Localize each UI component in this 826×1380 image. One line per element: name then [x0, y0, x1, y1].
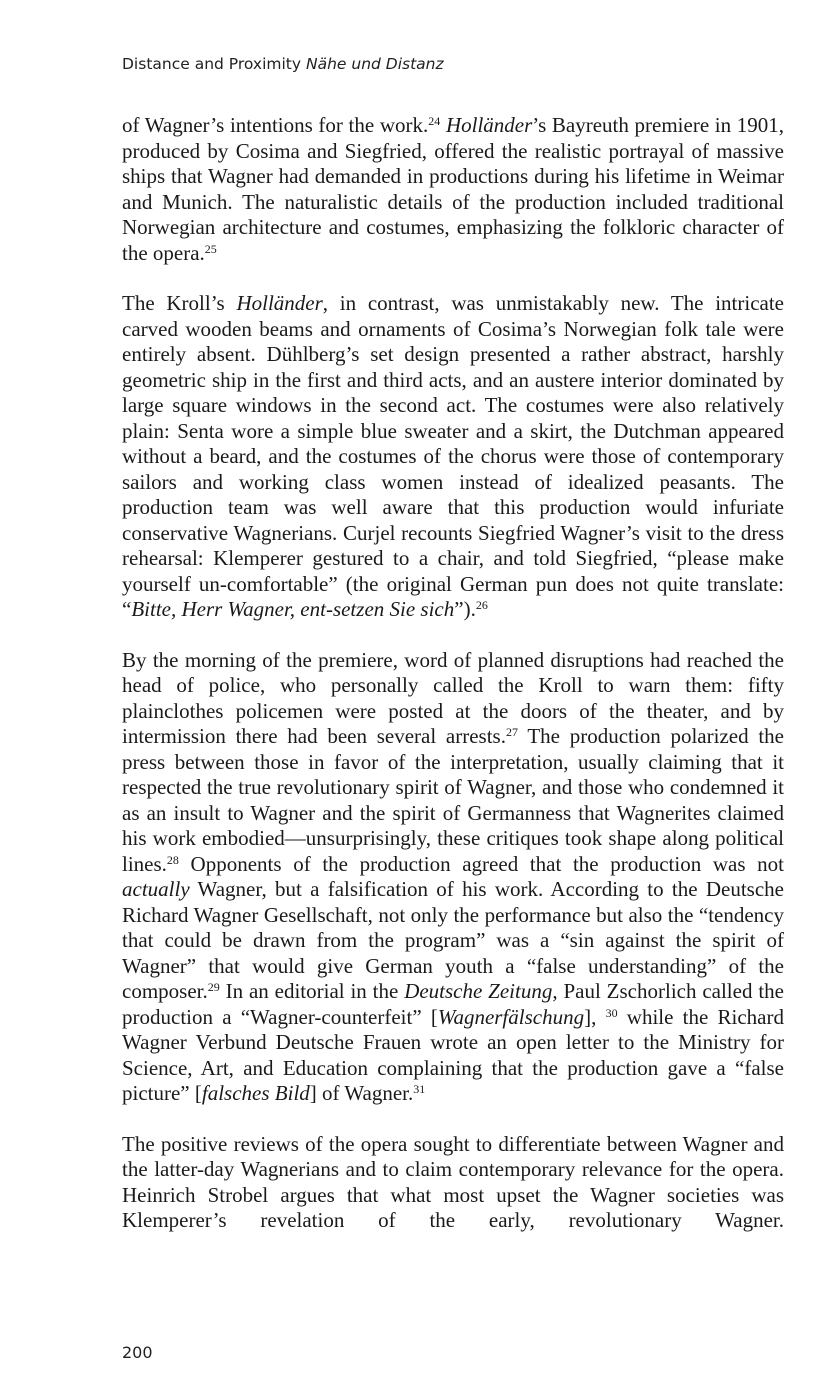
- running-header: [122, 55, 444, 73]
- text-run: By the morning of the premiere, word of planned disruptions had reached the head of police, who personally called the Kroll to warn them: fifty plainclothes policemen were posted at the doors of the theater, and by intermission there had been several arrests.: [122, 647, 784, 748]
- text-run: The Kroll’s: [122, 291, 237, 315]
- body-text: [122, 113, 784, 1259]
- footnote-ref: 31: [413, 1082, 426, 1096]
- text-run: The positive reviews of the opera sought to differentiate between Wagner and the latter-day Wagnerians and to claim contemporary relevance for the opera. Heinrich Strobel argues that what most upset the Wagner societies was Klemperer’s revelation of the early, revolutionary Wagner.: [122, 1131, 784, 1232]
- italic-text: Deutsche Zeitung: [404, 979, 553, 1003]
- italic-text: Holländer: [445, 113, 533, 137]
- footnote-ref: 30: [605, 1005, 618, 1020]
- footnote-ref: 24: [428, 114, 441, 128]
- text-run: ’s Bayreuth premiere in 1901, produced by Cosima and Siegfried, offered the realistic portrayal of massive ships that Wagner had demanded in productions during his lifetime in Weimar and Munich. The naturalistic details of the production included traditional Norwegian architecture and costumes, emphasizing the folkloric character of the opera.: [122, 113, 785, 265]
- footnote-ref: 29: [207, 980, 220, 994]
- paragraph: [122, 291, 784, 623]
- text-run: Wagner, but a falsification of his work. According to the Deutsche Richard Wagner Gesellschaft, not only the performance but also the “tendency that could be drawn from the program” was a “sin against the spirit of Wagner” that would give German youth a “false understanding” of the composer.: [122, 877, 784, 1003]
- italic-text: falsches Bild: [201, 1081, 310, 1105]
- paragraph: [122, 113, 784, 266]
- header-title-german: Nähe und Distanz: [305, 55, 444, 73]
- text-run: ],: [584, 1004, 606, 1029]
- text-run: In an editorial in the: [219, 979, 405, 1003]
- page-number: 200: [122, 1343, 153, 1362]
- text-run: while the Richard Wagner Verbund Deutsche Frauen wrote an open letter to the Ministry for Science, Art, and Education complaining that the production gave a “false picture” [: [122, 1004, 784, 1105]
- text-run: ”).: [454, 597, 476, 621]
- text-run: Opponents of the production agreed that the production was not: [178, 851, 784, 876]
- footnote-ref: 26: [475, 598, 488, 612]
- text-run: of Wagner’s intentions for the work.: [122, 113, 429, 137]
- italic-text: actually: [122, 877, 190, 901]
- italic-text: Holländer: [236, 291, 323, 315]
- text-run: , Paul Zschorlich called the production a “Wagner-counterfeit” [: [122, 979, 784, 1029]
- italic-text: Bitte, Herr Wagner, ent-setzen Sie sich: [131, 597, 455, 621]
- text-run: ] of Wagner.: [309, 1081, 414, 1105]
- paragraph: [122, 1132, 784, 1234]
- footnote-ref: 28: [166, 852, 179, 867]
- text-run: , in contrast, was unmistakably new. The intricate carved wooden beams and ornaments of Cosima’s Norwegian folk tale were entirely absent. Dühlberg’s set design presented a rather abstract, harshly geometric ship in the first and third acts, and an austere interior dominated by large square windows in the second act. The costumes were also relatively plain: Senta wore a simple blue sweater and a skirt, the Dutchman appeared without a beard, and the costumes of the chorus were those of contemporary sailors and working class women instead of idealized peasants. The production team was well aware that this production would infuriate conservative Wagnerians. Curjel recounts Siegfried Wagner’s visit to the dress rehearsal: Klemperer gestured to a chair, and told Siegfried, “please make yourself un-comfortable” (the original German pun does not quite translate: “: [122, 291, 785, 621]
- header-title: Distance and Proximity: [122, 55, 302, 73]
- footnote-ref: 25: [204, 241, 217, 256]
- text-run: The production polarized the press between those in favor of the interpretation, usually claiming that it respected the true revolutionary spirit of Wagner, and those who condemned it as an insult to Wagner and the spirit of Germanness that Wagnerites claimed his work embodied—unsurprisingly, these critiques took shape along political lines.: [122, 724, 784, 876]
- italic-text: Wagnerfälschung: [437, 1004, 585, 1029]
- paragraph: [122, 648, 784, 1107]
- footnote-ref: 27: [505, 725, 518, 739]
